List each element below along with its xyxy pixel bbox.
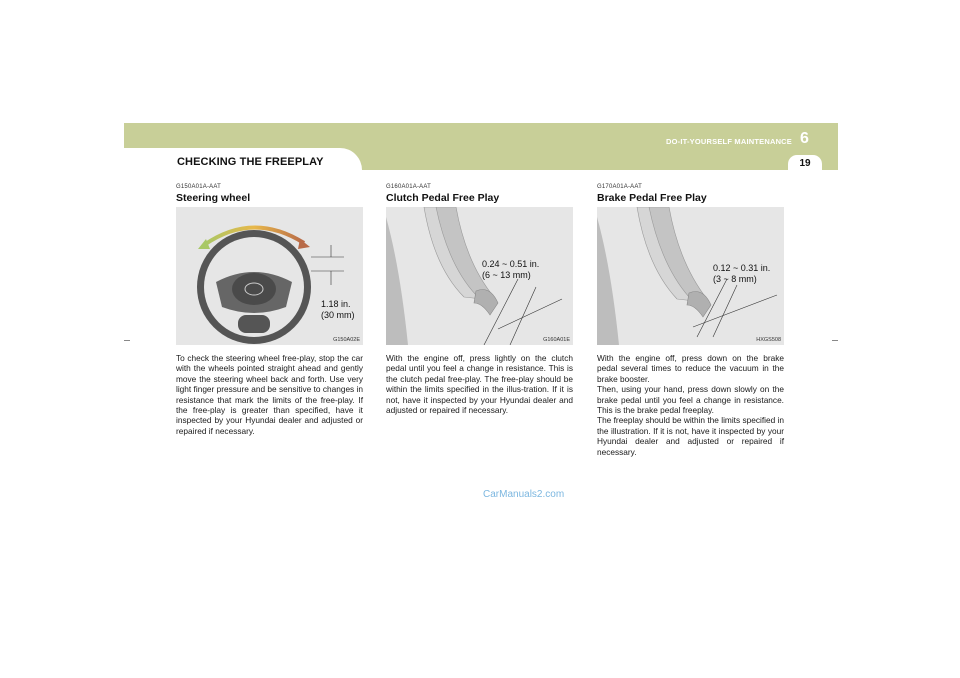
brake-pedal-figure [597,207,784,345]
section-code: G150A01A-AAT [176,184,221,190]
section-title: CHECKING THE FREEPLAY [177,156,324,168]
measurement-mm: (6 ~ 13 mm) [482,269,531,280]
measurement-mm: (3 ~ 8 mm) [713,273,757,284]
crop-mark-right [832,340,838,341]
section-code: G160A01A-AAT [386,184,431,190]
measurement-mm: (30 mm) [321,309,355,320]
brake-pedal-body: With the engine off, press down on the brake pedal several times to reduce the vacuum in the brake booster. Then, using your hand, press down slowly on the brake pedal until you feel a change in resistance. This is the brake pedal freeplay. The freeplay should be within the limits specified in the illustration. If it is not, have it inspected by your Hyundai dealer and adjusted or repaired if necessary. [597,353,784,457]
clutch-freeplay-measurement [482,259,539,280]
section-heading: Steering wheel [176,192,251,204]
page-number: 19 [799,158,811,169]
measurement-inches: 0.12 ~ 0.31 in. [713,263,771,273]
steering-freeplay-measurement [321,299,355,320]
figure-id: G160A01E [543,337,570,343]
section-heading: Clutch Pedal Free Play [386,192,500,204]
measurement-inches: 1.18 in. [321,299,351,309]
measurement-inches: 0.24 ~ 0.51 in. [482,259,540,269]
brake-pedal-section [597,184,784,457]
section-code: G170A01A-AAT [597,184,642,190]
chapter-label: DO-IT-YOURSELF MAINTENANCE [665,137,792,146]
chapter-number: 6 [800,130,809,147]
figure-id: HXGS508 [756,337,781,343]
steering-wheel-body: To check the steering wheel free-play, stop the car with the wheels pointed straight ahead and gently move the steering wheel back and forth. Use very light finger pressure and be sensitive to changes in resistance that mark the limits of the free-play. If the free-play is greater than specified, have it inspected by your Hyundai dealer and adjusted or repaired if necessary. [176,353,363,436]
steering-wheel-figure [176,207,363,345]
crop-mark-left [124,340,130,341]
steering-wheel-illustration [176,207,363,345]
clutch-pedal-section [386,184,573,415]
clutch-pedal-body: With the engine off, press lightly on the clutch pedal until you feel a change in resistance. This is the clutch pedal free-play. The free-play should be within the limits specified in the illus-tration. If it is not, have it inspected by your Hyundai dealer and adjusted or repaired if necessary. [386,353,573,416]
clutch-pedal-illustration [386,207,573,345]
figure-id: G150A02E [333,337,360,343]
brake-freeplay-measurement [713,263,770,284]
page-number-tab [788,155,822,173]
watermark-link[interactable]: CarManuals2.com [483,489,565,500]
section-heading: Brake Pedal Free Play [597,192,707,204]
clutch-pedal-figure [386,207,573,345]
steering-wheel-section [176,184,363,436]
